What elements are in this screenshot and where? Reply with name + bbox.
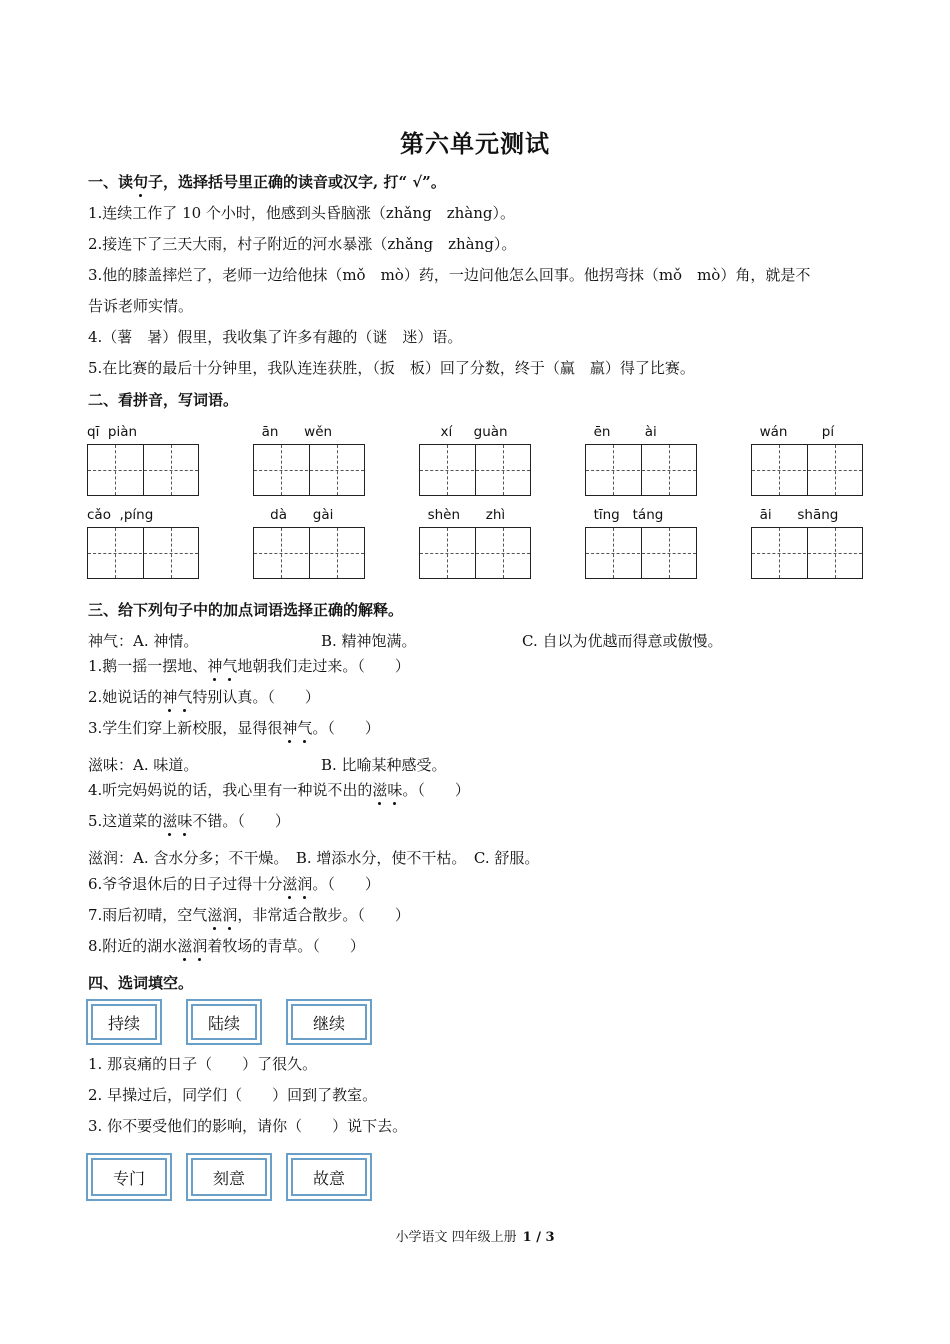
s4-question-1: 1. 那哀痛的日子（ ）了很久。	[88, 1055, 318, 1073]
pinyin-label: cǎo ,píng	[87, 507, 154, 523]
pinyin-writing-group	[253, 507, 365, 587]
pinyin-writing-group	[253, 424, 365, 504]
page-title: 第六单元测试	[400, 129, 550, 158]
writing-grid[interactable]	[419, 444, 531, 496]
pinyin-label: ān wěn	[253, 424, 333, 440]
definition-group-ziwei	[88, 755, 878, 775]
pinyin-writing-group	[751, 507, 863, 587]
pinyin-label: āi shāng	[751, 507, 839, 523]
pinyin-label: wán pí	[751, 424, 835, 440]
page-footer	[0, 1226, 950, 1245]
pinyin-writing-group	[585, 507, 697, 587]
section-4-heading: 四、选词填空。	[88, 974, 194, 992]
section-2-heading: 二、看拼音，写词语。	[88, 391, 239, 409]
section-3-heading: 三、给下列句子中的加点词语选择正确的解释。	[88, 601, 404, 619]
writing-grid[interactable]	[585, 527, 697, 579]
pinyin-writing-group	[87, 424, 199, 504]
definition-group-zirun: 滋润：A. 含水分多；不干燥。 B. 增添水分，使不干枯。 C. 舒服。	[88, 849, 540, 867]
definition-label: 神气：A. 神情。	[88, 632, 199, 650]
definition-label: 滋味：A. 味道。	[88, 756, 199, 774]
writing-grid[interactable]	[253, 527, 365, 579]
pinyin-label: dà gài	[253, 507, 334, 523]
writing-grid[interactable]	[751, 444, 863, 496]
word-choice: 继续	[291, 1004, 367, 1040]
writing-grid[interactable]	[253, 444, 365, 496]
pinyin-writing-group	[751, 424, 863, 504]
s1-question-1: 1.连续工作了 10 个小时，他感到头昏脑涨（zhǎng zhàng）。	[88, 204, 515, 222]
writing-grid[interactable]	[87, 527, 199, 579]
pinyin-label: tīng táng	[585, 507, 664, 523]
s3-question-7: 7.雨后初晴，空气滋润，非常适合散步。（ ）	[88, 906, 410, 924]
word-choice-box	[186, 999, 262, 1045]
s4-question-2: 2. 早操过后，同学们（ ）回到了教室。	[88, 1086, 378, 1104]
definition-option-b: B. 比喻某种感受。	[321, 756, 447, 774]
word-choice-box	[286, 999, 372, 1045]
s3-question-6: 6.爷爷退休后的日子过得十分滋润。（ ）	[88, 875, 380, 893]
definition-option-c: C. 自以为优越而得意或傲慢。	[522, 632, 723, 650]
word-choice: 专门	[91, 1158, 167, 1196]
s1-question-3-line2: 告诉老师实情。	[88, 297, 194, 315]
writing-grid[interactable]	[87, 444, 199, 496]
word-choice-box	[186, 1153, 272, 1201]
word-choice-box	[86, 1153, 172, 1201]
s3-question-3: 3.学生们穿上新校服，显得很神气。（ ）	[88, 719, 380, 737]
s3-question-8: 8.附近的湖水滋润着牧场的青草。（ ）	[88, 937, 365, 955]
s4-question-3: 3. 你不要受他们的影响，请你（ ）说下去。	[88, 1117, 408, 1135]
s3-question-1: 1.鹅一摇一摆地、神气地朝我们走过来。（ ）	[88, 657, 410, 675]
word-choice: 持续	[91, 1004, 157, 1040]
s1-question-3-line1: 3.他的膝盖摔烂了，老师一边给他抹（mǒ mò）药，一边问他怎么回事。他拐弯抹（mǒ mò）角，就是不	[88, 266, 811, 284]
pinyin-label: shèn zhì	[419, 507, 506, 523]
pinyin-writing-group	[585, 424, 697, 504]
pinyin-label: qī piàn	[87, 424, 138, 440]
definition-option-b: B. 精神饱满。	[321, 632, 417, 650]
pinyin-label: xí guàn	[419, 424, 508, 440]
word-choice: 陆续	[191, 1004, 257, 1040]
pinyin-label: ēn ài	[585, 424, 657, 440]
footer-text: 小学语文 四年级上册	[395, 1230, 517, 1245]
word-choice: 故意	[291, 1158, 367, 1196]
word-choice: 刻意	[191, 1158, 267, 1196]
writing-grid[interactable]	[751, 527, 863, 579]
section-1-heading: 一、读句子，选择括号里正确的读音或汉字, 打“ √”。	[88, 173, 446, 191]
pinyin-writing-group	[419, 424, 531, 504]
s3-question-4: 4.听完妈妈说的话，我心里有一种说不出的滋味。（ ）	[88, 781, 470, 799]
word-choice-box	[86, 999, 162, 1045]
pinyin-writing-group	[419, 507, 531, 587]
s3-question-5: 5.这道菜的滋味不错。（ ）	[88, 812, 290, 830]
page-number: 1 / 3	[522, 1230, 555, 1245]
writing-grid[interactable]	[419, 527, 531, 579]
s1-question-2: 2.接连下了三天大雨，村子附近的河水暴涨（zhǎng zhàng）。	[88, 235, 517, 253]
s1-question-4: 4.（薯 暑）假里，我收集了许多有趣的（谜 迷）语。	[88, 328, 463, 346]
word-choice-box	[286, 1153, 372, 1201]
writing-grid[interactable]	[585, 444, 697, 496]
pinyin-writing-group	[87, 507, 199, 587]
definition-group-shenqi	[88, 631, 878, 651]
s1-question-5: 5.在比赛的最后十分钟里，我队连连获胜，（扳 板）回了分数，终于（赢 羸）得了比赛。	[88, 359, 695, 377]
s3-question-2: 2.她说话的神气特别认真。（ ）	[88, 688, 320, 706]
